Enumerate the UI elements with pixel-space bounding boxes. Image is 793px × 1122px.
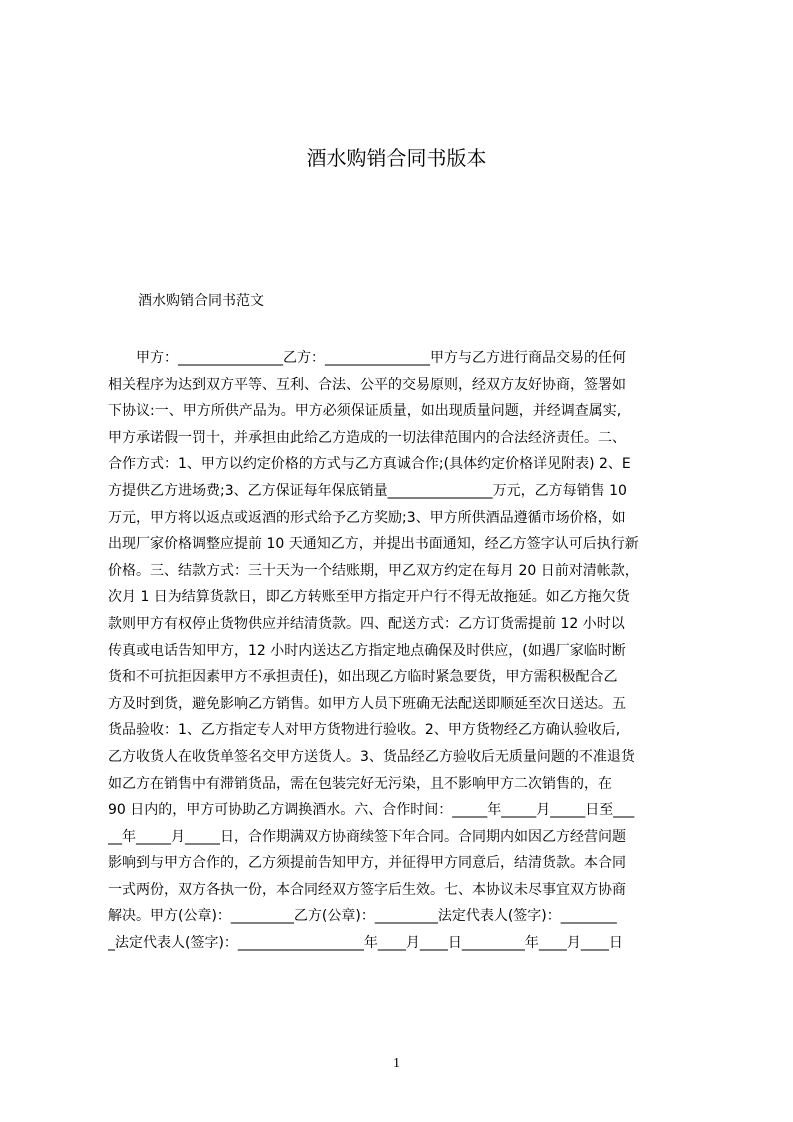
contract-body-line: 甲方承诺假一罚十，并承担由此给乙方造成的一切法律范围内的合法经济责任。二、 <box>108 429 626 446</box>
page-number: 1 <box>393 1056 400 1071</box>
contract-body-line: 合作方式：1、甲方以约定价格的方式与乙方真诚合作;(具体约定价格详见附表) 2、E <box>108 456 631 473</box>
contract-body <box>108 345 697 970</box>
document-subtitle: 酒水购销合同书范文 <box>138 293 264 309</box>
contract-body-line: 出现厂家价格调整应提前 10 天通知乙方，并提出书面通知，经乙方签字认可后执行新 <box>108 536 639 553</box>
contract-body-line: 影响到与甲方合作的，乙方须提前告知甲方，并征得甲方同意后，结清货款。本合同 <box>108 855 626 872</box>
contract-body-line: 款则甲方有权停止货物供应并结清货款。四、配送方式：乙方订货需提前 12 小时以 <box>108 615 625 632</box>
contract-body-line: 解决。甲方(公章)：_________乙方(公章)：_________法定代表人(签字)：________ <box>108 908 617 925</box>
contract-body-line: 甲方：_______________乙方：_______________甲方与乙方进行商品交易的任何 <box>108 350 626 366</box>
contract-body-line: __年_____月_____日，合作期满双方协商续签下年合同。合同期内如因乙方经营问题 <box>108 828 626 845</box>
contract-body-line: 一式两份，双方各执一份，本合同经双方签字后生效。七、本协议未尽事宜双方协商 <box>108 881 626 898</box>
contract-body-line: 货品验收：1、乙方指定专人对甲方货物进行验收。2、甲方货物经乙方确认验收后, <box>108 722 621 739</box>
contract-body-line: 下协议:一、甲方所供产品为。甲方必须保证质量，如出现质量问题，并经调查属实, <box>108 403 622 420</box>
contract-body-line: 方提供乙方进场费;3、乙方保证每年保底销量_______________万元，乙方每销售 10 <box>108 482 627 499</box>
contract-body-line: 90 日内的，甲方可协助乙方调换酒水。六、合作时间：_____年_____月_____日至___ <box>108 802 635 819</box>
contract-body-line: 价格。三、结款方式：三十天为一个结账期，甲乙双方约定在每月 20 日前对清帐款， <box>108 562 639 579</box>
contract-body-line: 货和不可抗拒因素甲方不承担责任)，如出现乙方临时紧急要货，甲方需积极配合乙 <box>108 669 618 686</box>
document-title: 酒水购销合同书版本 <box>306 146 487 170</box>
contract-body-line: 万元，甲方将以返点或返酒的形式给予乙方奖励;3、甲方所供酒品遵循市场价格，如 <box>108 509 626 526</box>
contract-body-line: 方及时到货，避免影响乙方销售。如甲方人员下班确无法配送即顺延至次日送达。五 <box>108 695 626 712</box>
contract-body-line: 传真或电话告知甲方，12 小时内送达乙方指定地点确保及时供应，(如遇厂家临时断 <box>108 642 626 659</box>
contract-body-line: _法定代表人(签字)：__________________年____月____日_________年____月____日 <box>108 935 623 952</box>
contract-body-line: 如乙方在销售中有滞销货品，需在包装完好无污染，且不影响甲方二次销售的，在 <box>108 775 612 792</box>
contract-body-line: 次月 1 日为结算货款日，即乙方转账至甲方指定开户行不得无故拖延。如乙方拖欠货 <box>108 589 630 606</box>
contract-body-line: 相关程序为达到双方平等、互利、合法、公平的交易原则，经双方友好协商，签署如 <box>108 376 626 393</box>
contract-body-line: 乙方收货人在收货单签名交甲方送货人。3、货品经乙方验收后无质量问题的不准退货 <box>108 748 635 765</box>
